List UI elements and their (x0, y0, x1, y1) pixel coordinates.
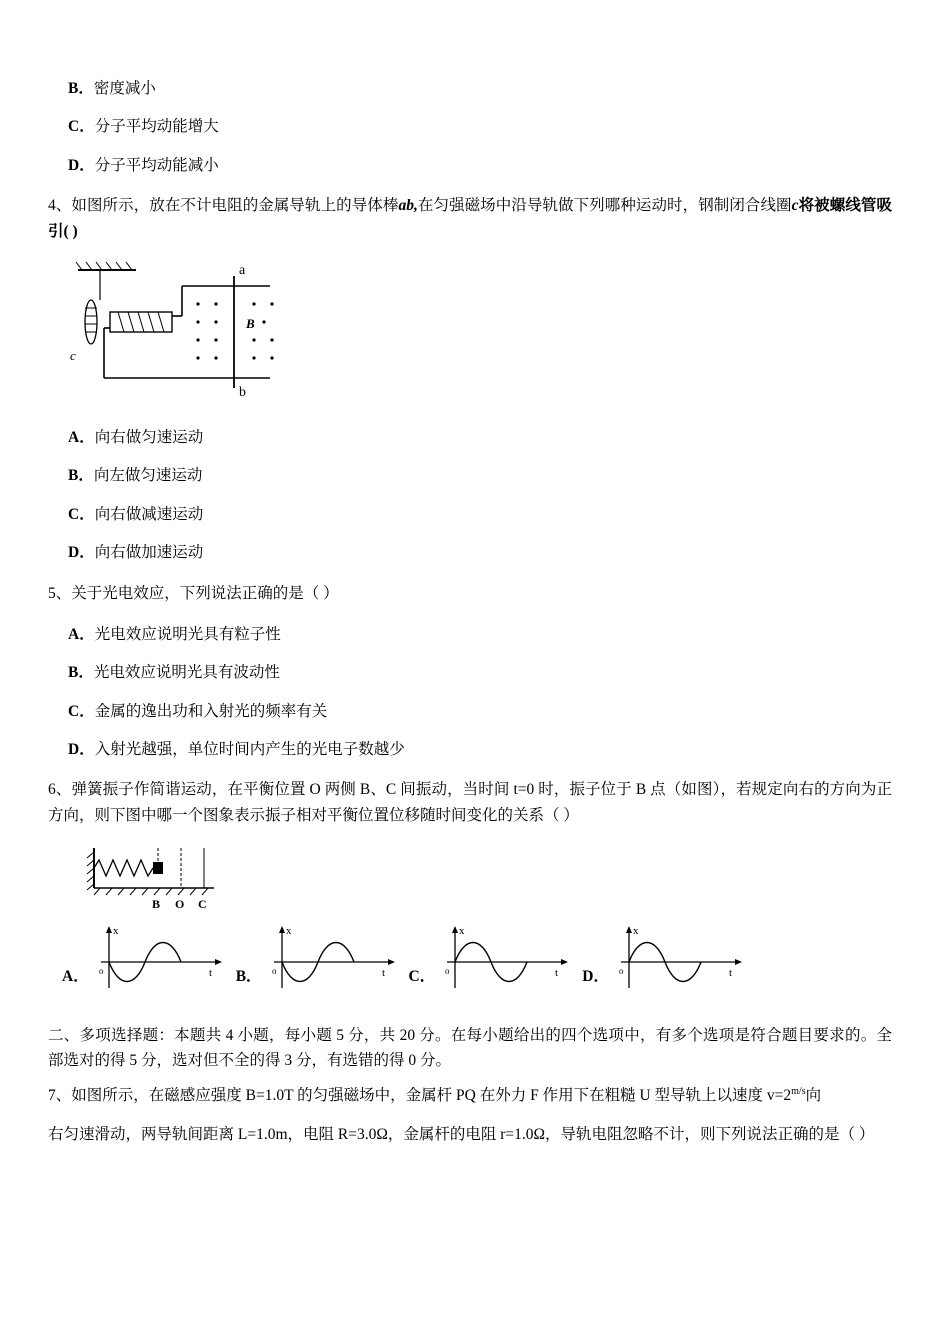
graph-b-svg (264, 922, 399, 1000)
q5-option-b (48, 662, 892, 684)
label-c: c (70, 347, 76, 363)
question-4 (48, 193, 892, 243)
graph-d-axis-x: x (632, 924, 639, 937)
graph-option-b (236, 922, 399, 1000)
option-label: D． (68, 544, 95, 562)
question-4-number: 4、 (48, 197, 72, 215)
graph-c-svg (437, 922, 572, 1000)
option-label: D (68, 156, 80, 174)
option-label: C． (68, 702, 95, 720)
graph-d-svg (611, 922, 746, 1000)
option-d-top: D．分子平均动能减小 (68, 156, 219, 174)
option-text: 入射光越强，单位时间内产生的光电子数越少 (94, 741, 405, 759)
q4-option-a (48, 427, 892, 449)
graph-b-origin: o (271, 965, 277, 976)
option-label: D． (68, 741, 95, 759)
question-7-unit: m/s (791, 1086, 806, 1098)
question-6 (48, 777, 892, 827)
question-7-text-1b: 向 (805, 1087, 822, 1105)
option-b-top: B．密度减小 (68, 80, 156, 97)
question-7-text-2: 右匀速滑动，两导轨间距离 L=1.0m，电阻 R=3.0Ω，金属杆的电阻 r=1.0Ω，导轨电阻忽略不计，则下列说法正确的是（ ） (48, 1126, 875, 1144)
graph-option-a (62, 922, 226, 1000)
q6-graph-options (48, 922, 892, 1000)
question-5-text: 关于光电效应，下列说法正确的是（ ） (71, 584, 339, 602)
graph-c-axis-t: t (555, 966, 559, 979)
rail-solenoid-svg (58, 260, 308, 405)
figure-rail-solenoid (58, 260, 308, 405)
option-label: A． (68, 625, 95, 643)
q4-option-c (48, 504, 892, 526)
option-text: 光电效应说明光具有波动性 (93, 664, 280, 682)
graph-c-axis-x: x (459, 924, 465, 937)
question-4-italic-ab: ab, (398, 197, 418, 215)
option-text: 分子平均动能减小 (94, 156, 219, 174)
q5-option-d (48, 739, 892, 761)
question-4-text-3: 将被螺线管吸引( ) (48, 197, 892, 240)
option-c-top: C．分子平均动能增大 (68, 118, 219, 136)
label-O-point: O (175, 896, 185, 911)
section-2-heading (48, 1024, 892, 1074)
q4-option-d (48, 542, 892, 564)
question-4-text-1: 如图所示，放在不计电阻的金属导轨上的导体棒 (71, 197, 399, 215)
label-C-point: C (198, 896, 207, 911)
question-4-italic-c: c (791, 197, 799, 215)
option-text: 向左做匀速运动 (93, 467, 203, 485)
option-label: B (68, 80, 79, 97)
option-text: 分子平均动能增大 (94, 118, 219, 136)
section-2-title: 二、多项选择题： (48, 1026, 175, 1044)
graph-d-axis-t: t (728, 966, 733, 979)
option-label: C． (68, 505, 95, 523)
option-label: B． (68, 467, 94, 485)
option-text: 光电效应说明光具有粒子性 (94, 625, 281, 643)
graph-option-d (582, 922, 746, 1000)
graph-label-a: A． (62, 967, 89, 985)
graph-d-origin: o (618, 965, 624, 976)
q5-option-c (48, 701, 892, 723)
graph-label-b: B． (235, 967, 262, 985)
label-B-field: B (246, 315, 255, 331)
q5-option-a (48, 624, 892, 646)
label-B-point: B (152, 896, 161, 911)
question-7-text-1: 如图所示，在磁感应强度 B=1.0T 的匀强磁场中，金属杆 PQ 在外力 F 作用下在粗糙 U 型导轨上以速度 v=2 (71, 1087, 792, 1105)
option-label: A． (68, 428, 95, 446)
option-label: B． (68, 664, 94, 682)
graph-a-axis-t: t (208, 966, 212, 979)
section-2-text: 本题共 4 小题，每小题 5 分，共 20 分。在每小题给出的四个选项中，有多个选项是符合题目要求的。全部选对的得 5 分，选对但不全的得 3 分，有选错的得 0 分。 (48, 1026, 892, 1069)
graph-c-origin: o (445, 965, 450, 976)
question-7-number: 7、 (48, 1087, 72, 1105)
question-6-number: 6、 (48, 781, 72, 799)
graph-label-d: D． (582, 967, 609, 985)
graph-a-origin: o (98, 965, 104, 976)
graph-b-axis-x: x (285, 924, 292, 937)
graph-option-c (409, 922, 573, 1000)
label-a: a (239, 262, 246, 278)
question-4-text-2: 在匀强磁场中沿导轨做下列哪种运动时，钢制闭合线圈 (417, 197, 792, 215)
question-6-text: 弹簧振子作简谐运动，在平衡位置 O 两侧 B、C 间振动，当时间 t=0 时，振子位于 B 点（如图），若规定向右的方向为正方向，则下图中哪一个图象表示振子相对平衡位置位移随时间变化的关系（ ） (48, 781, 892, 824)
graph-a-svg (91, 922, 226, 1000)
question-7-line-2 (48, 1122, 892, 1147)
option-text: 向右做减速运动 (94, 505, 204, 523)
question-5 (48, 581, 892, 606)
question-7-line-1 (48, 1083, 892, 1108)
graph-label-c: C． (408, 967, 436, 985)
option-text: 向右做加速运动 (94, 544, 204, 562)
graph-b-axis-t: t (381, 966, 385, 979)
option-text: 金属的逸出功和入射光的频率有关 (94, 702, 328, 720)
option-label: C (68, 118, 80, 136)
option-text: 密度减小 (93, 80, 156, 97)
graph-a-axis-x: x (112, 924, 119, 937)
figure-spring-oscillator (86, 842, 266, 912)
q4-option-b (48, 465, 892, 487)
option-text: 向右做匀速运动 (94, 428, 204, 446)
label-b: b (239, 384, 246, 400)
question-5-number: 5、 (48, 584, 72, 602)
spring-oscillator-svg (86, 842, 266, 912)
